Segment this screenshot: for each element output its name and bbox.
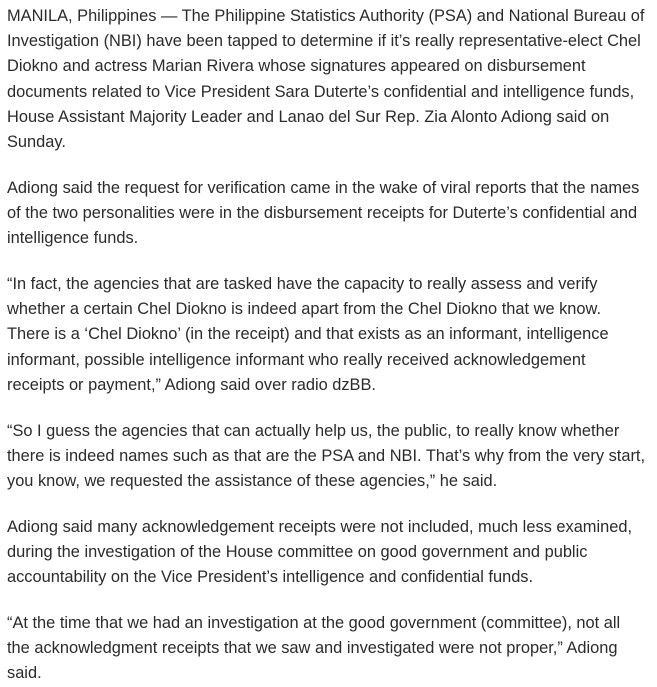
article-paragraph-1: MANILA, Philippines — The Philippine Statistics Authority (PSA) and National Bureau of Investigation (NBI) have been tapped to determine if it’s really representative-elect Chel Diokno and actress Marian Rivera whose signatures appeared on disbursement documents related to Vice President Sara Duterte’s confidential and intelligence funds, House Assistant Majority Leader and Lanao del Sur Rep. Zia Alonto Adiong said on Sunday. [7, 7, 645, 152]
article-paragraph-2: Adiong said the request for verification came in the wake of viral reports that the names of the two personalities were in the disbursement receipts for Duterte’s confidential and intelligence funds. [7, 178, 640, 248]
article-paragraph-3: “In fact, the agencies that are tasked have the capacity to really assess and verify whether a certain Chel Diokno is indeed apart from the Chel Diokno that we know. There is a ‘Chel Diokno’ (in the receipt) and that exists as an informant, intelligence informant, possible intelligence informant who really received acknowledgement receipts or payment,” Adiong said over radio dzBB. [7, 275, 609, 394]
article-body [7, 4, 647, 687]
article-paragraph-6: “At the time that we had an investigation at the good government (committee), not all the acknowledgment receipts that we saw and investigated were not proper,” Adiong said. [7, 614, 621, 683]
article-paragraph-4: “So I guess the agencies that can actually help us, the public, to really know whether there is indeed names such as that are the PSA and NBI. That’s why from the very start, you know, we requested the assistance of these agencies,” he said. [7, 421, 646, 491]
article-paragraph-5: Adiong said many acknowledgement receipts were not included, much less examined, during the investigation of the House committee on good government and public accountability on the Vice President’s intelligence and confidential funds. [7, 517, 633, 587]
